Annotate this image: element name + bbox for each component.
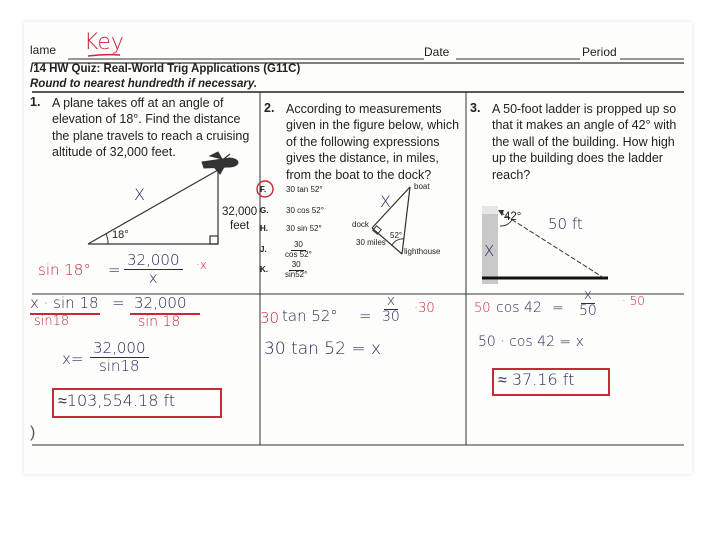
q1-func: sin 18° — [38, 261, 91, 279]
q1-l2-left: x · sin 18 — [30, 294, 99, 312]
q3-ladder-label: 50 ft — [548, 215, 583, 233]
q2-l1-eq: = — [359, 307, 372, 325]
q2-l1-func: tan 52° — [282, 307, 338, 325]
choice-k-den: sin52° — [285, 269, 308, 279]
q2-boat-label: boat — [414, 182, 430, 191]
binder-mark: ) — [30, 424, 36, 441]
q2-l1-den: 30 — [382, 309, 400, 326]
choice-k-fraction — [282, 261, 310, 280]
q2-prompt-line: of the following expressions — [286, 134, 440, 149]
q2-dock-label: dock — [352, 220, 369, 229]
q1-angle-label: 18° — [112, 229, 129, 241]
q2-prompt-line: gives the distance, in miles, — [286, 151, 439, 166]
q1-answer: ≈103,554.18 ft — [58, 391, 176, 410]
q3-l1-eq: = — [552, 300, 564, 316]
q3-l1-den: 50 — [579, 303, 597, 320]
q3-number: 3. — [470, 101, 481, 115]
q3-prompt-line: up the building does the ladder — [492, 151, 663, 166]
q2-x-label: X — [380, 192, 391, 211]
q1-l2-div-left: sin18 — [34, 314, 70, 329]
q1-l2-num: 32,000 — [134, 294, 187, 312]
q3-prompt-line: that it makes an angle of 42° with — [492, 118, 677, 133]
q1-prompt — [52, 95, 249, 161]
quiz-title: /14 HW Quiz: Real-World Trig Applications (G11C) — [30, 63, 301, 75]
choice-j-fraction — [282, 241, 315, 260]
q2-prompt-line: According to measurements — [286, 102, 442, 116]
name-label: lame — [30, 43, 57, 57]
q3-l1-left: 50 — [474, 301, 491, 316]
q3-l1-mult: · 50 — [622, 294, 645, 308]
date-label: Date — [424, 45, 450, 59]
q1-mult: ·x — [196, 258, 207, 272]
q3-l1-func: cos 42 — [496, 300, 542, 316]
q1-prompt-line: A plane takes off at an angle of — [52, 96, 224, 110]
q2-angle-label: 52° — [390, 231, 403, 240]
q1-num: 32,000 — [124, 252, 183, 270]
choice-k-num: 30 — [289, 261, 304, 271]
choice-j-letter: J. — [260, 245, 267, 254]
q2-l2: 30 tan 52 = x — [264, 339, 382, 359]
choice-g-text: 30 cos 52° — [286, 206, 324, 215]
q1-prompt-line: altitude of 32,000 feet. — [52, 145, 176, 160]
q1-l3-left: x= — [62, 350, 84, 368]
choice-h-text: 30 sin 52° — [286, 224, 322, 233]
q1-l2-eq: = — [112, 294, 125, 312]
q1-prompt-line: elevation of 18°. Find the distance — [52, 112, 241, 127]
q1-l3-den: sin18 — [98, 356, 140, 375]
q1-number: 1. — [30, 95, 41, 109]
choice-j-num: 30 — [291, 241, 306, 251]
q1-hyp-label: X — [134, 185, 145, 204]
q3-l1-num: x — [581, 288, 595, 304]
q2-l1-mult: ·30 — [414, 301, 435, 316]
choice-g-letter: G. — [260, 206, 269, 215]
worksheet-page — [24, 22, 692, 474]
period-label: Period — [582, 45, 617, 59]
q1-l2-div-right: sin 18 — [138, 314, 181, 330]
q3-prompt — [492, 101, 676, 183]
choice-k-letter: K. — [260, 265, 268, 274]
instruction: Round to nearest hundredth if necessary. — [30, 78, 258, 90]
q1-den: x — [148, 268, 158, 287]
q2-prompt-line: given in the figure below, which — [286, 118, 460, 133]
q1-fraction — [124, 252, 183, 286]
q2-l1-fraction — [379, 294, 403, 326]
q2-prompt-line: from the boat to the dock? — [286, 167, 432, 182]
q2-miles-label: 30 miles — [356, 238, 386, 247]
q1-prompt-line: the plane travels to reach a cruising — [52, 128, 250, 143]
q2-lighthouse-label: lighthouse — [404, 247, 441, 256]
q2-l1-num: x — [384, 294, 398, 310]
q3-building-top — [482, 206, 498, 214]
q3-l1-fraction — [576, 288, 600, 320]
q1-triangle — [88, 170, 218, 244]
q1-height-label: 32,000 — [222, 206, 258, 218]
q1-eq: = — [108, 261, 121, 279]
q1-angle-arc — [106, 234, 108, 244]
q1-l3-fraction — [90, 340, 149, 374]
choice-j-den: cos 52° — [285, 249, 312, 259]
q3-x-label: X — [484, 242, 495, 260]
q3-answer: ≈ 37.16 ft — [498, 370, 575, 389]
choice-f-text: 30 tan 52° — [286, 185, 323, 194]
q2-l1-left: 30 — [260, 309, 280, 327]
q3-prompt-line: A 50-foot ladder is propped up so — [492, 102, 677, 116]
q3-prompt-line: the wall of the building. How high — [492, 134, 675, 149]
q2-number: 2. — [264, 101, 275, 115]
q1-l3-num: 32,000 — [90, 340, 149, 358]
q3-prompt-line: reach? — [492, 167, 531, 182]
q1-unit-label: feet — [230, 220, 250, 232]
choice-f-letter: F. — [260, 185, 267, 194]
key-text: Key — [84, 30, 124, 55]
q2-prompt — [286, 101, 459, 183]
choice-h-letter: H. — [260, 224, 268, 233]
q3-angle-label: 42° — [504, 211, 522, 223]
q3-l2: 50 · cos 42 = x — [478, 334, 584, 350]
